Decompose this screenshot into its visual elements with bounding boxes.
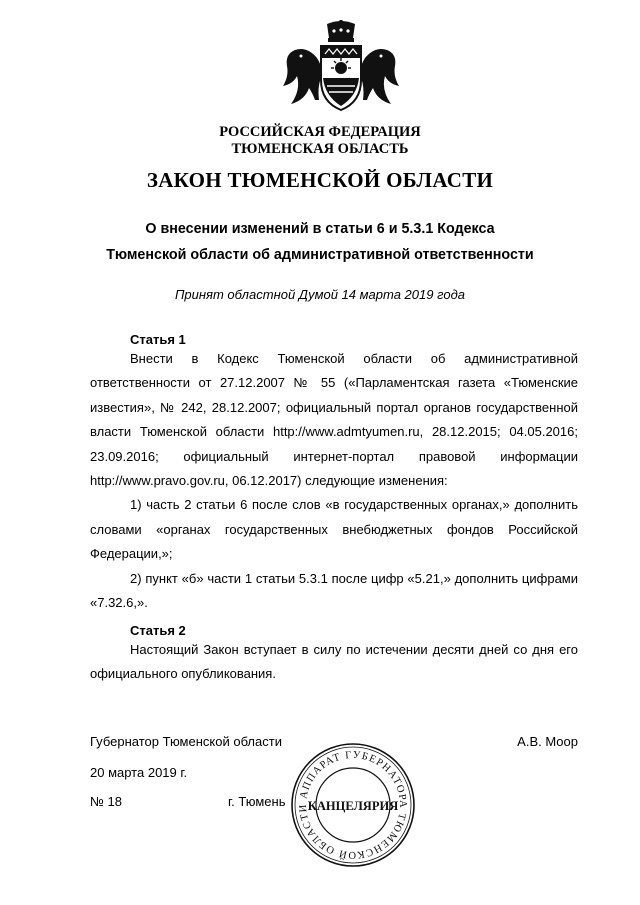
article2-body bbox=[90, 638, 578, 687]
law-subject-line2: Тюменской области об административной ответственности bbox=[106, 247, 534, 263]
article2-paragraph: Настоящий Закон вступает в силу по истечении десяти дней со дня его официального опубликования. bbox=[90, 642, 578, 682]
article1-paragraph: Внести в Кодекс Тюменской области об административной ответственности от 27.12.2007 № 55 («Парламентская газета «Тюменские известия», № 242, 28.12.2007; официальный портал органов государственной власти Тюменской области http://www.admtyumen.ru, 28.12.2015; 04.05.2016; 23.09.2016; официальный интернет-портал правовой информации http://www.pravo.gov.ru, 06.12.2017) следующие изменения: bbox=[90, 351, 578, 489]
adoption-note: Принят областной Думой 14 марта 2019 года bbox=[175, 287, 465, 302]
article1-paragraph: 2) пункт «б» части 1 статьи 5.3.1 после цифр «5.21,» дополнить цифрами «7.32.6,». bbox=[90, 570, 578, 611]
office-stamp bbox=[288, 740, 418, 870]
coat-of-arms-emblem bbox=[283, 20, 399, 120]
law-number: № 18 bbox=[90, 794, 123, 809]
article1-paragraph: 1) часть 2 статьи 6 после слов «в государственных органах,» дополнить словами «органах государственных внебюджетных фондов Российской Федерации,»; bbox=[90, 497, 578, 562]
stamp-center-text: КАНЦЕЛЯРИЯ bbox=[307, 799, 399, 813]
signatory-name: А.В. Моор bbox=[517, 734, 578, 749]
law-subject bbox=[100, 216, 540, 268]
article1-heading: Статья 1 bbox=[130, 332, 186, 347]
law-subject-line1: О внесении изменений в статьи 6 и 5.3.1 Кодекса bbox=[145, 221, 495, 237]
signatory-position: Губернатор Тюменской области bbox=[90, 734, 282, 749]
signing-date: 20 марта 2019 г. bbox=[90, 765, 188, 780]
country-name: РОССИЙСКАЯ ФЕДЕРАЦИЯ bbox=[219, 124, 421, 140]
article2-heading: Статья 2 bbox=[130, 623, 186, 638]
region-name: ТЮМЕНСКАЯ ОБЛАСТЬ bbox=[231, 141, 409, 157]
stamp-ring-text: АППАРАТ ГУБЕРНАТОРА ТЮМЕНСКОЙ ОБЛАСТИ bbox=[297, 749, 409, 861]
document-title: ЗАКОН ТЮМЕНСКОЙ ОБЛАСТИ bbox=[146, 168, 494, 192]
signing-city: г. Тюмень bbox=[228, 794, 286, 809]
article1-body bbox=[90, 347, 578, 615]
